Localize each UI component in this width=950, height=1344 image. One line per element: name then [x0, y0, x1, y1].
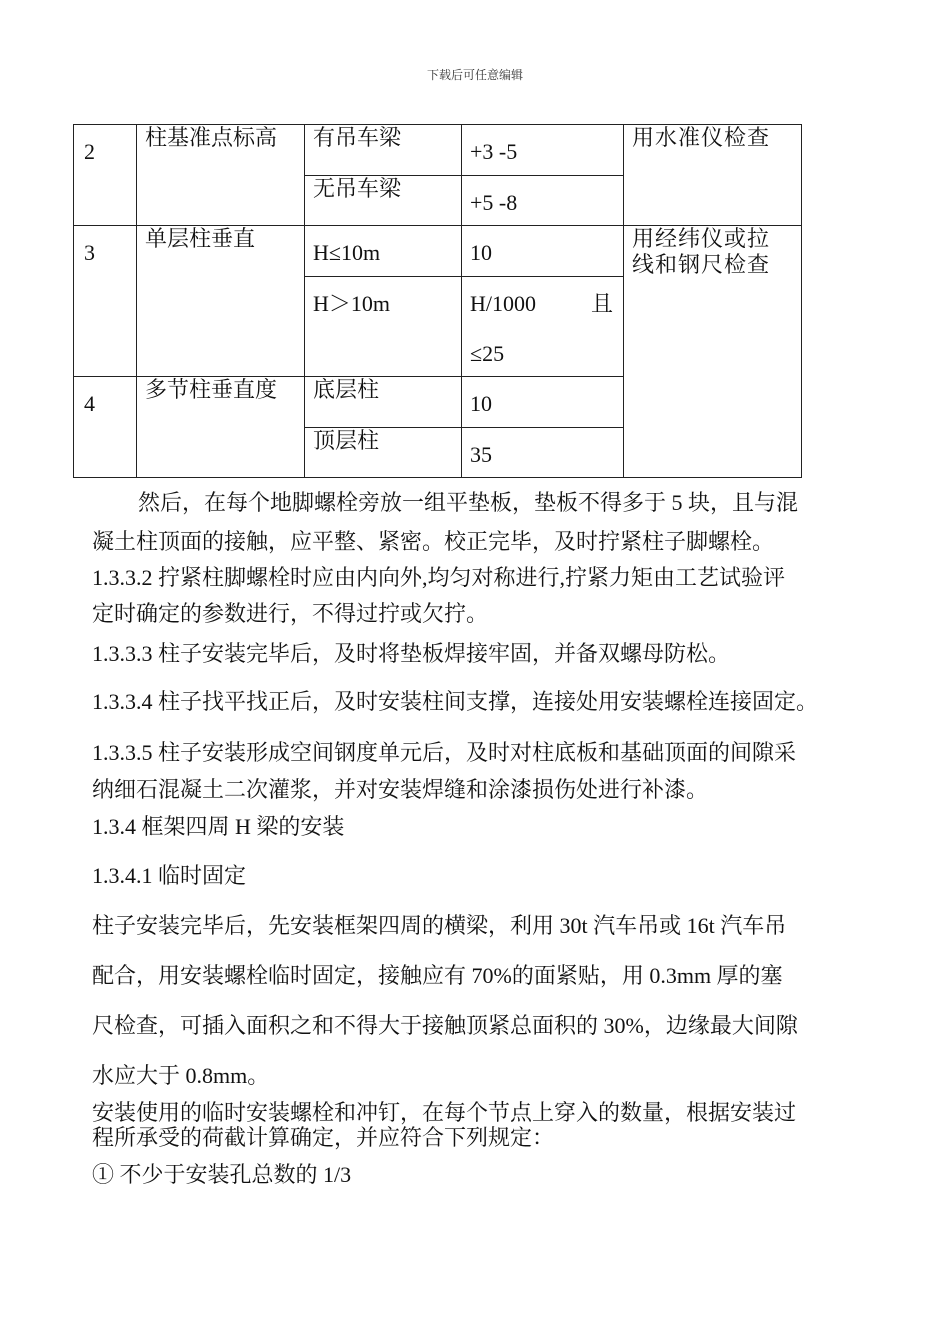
condition-cell: 有吊车梁	[305, 125, 462, 176]
table-row	[74, 125, 802, 176]
paragraph-line: 柱子安装完毕后，先安装框架四周的横梁，利用 30t 汽车吊或 16t 汽车吊	[92, 913, 787, 938]
tolerance-table	[73, 124, 802, 478]
table-row	[74, 226, 802, 277]
section-heading: 1.3.4 框架四周 H 梁的安装	[92, 814, 345, 839]
check-method-line: 用经纬仪或拉	[632, 226, 771, 251]
condition-cell: 底层柱	[305, 377, 462, 428]
paragraph-line: 1.3.3.4 柱子找平找正后，及时安装柱间支撑，连接处用安装螺栓连接固定。	[92, 689, 819, 714]
check-item: 单层柱垂直	[137, 226, 305, 377]
check-item: 多节柱垂直度	[137, 377, 305, 478]
check-item: 柱基准点标高	[137, 125, 305, 226]
paragraph-line: 1.3.3.2 拧紧柱脚螺栓时应由内向外,均匀对称进行,拧紧力矩由工艺试验评	[92, 565, 786, 590]
tolerance-value	[462, 277, 624, 377]
paragraph-line: 凝土柱顶面的接触，应平整、紧密。校正完毕，及时拧紧柱子脚螺栓。	[92, 529, 775, 554]
paragraph-line: 尺检查，可插入面积之和不得大于接触顶紧总面积的 30%，边缘最大间隙	[92, 1013, 798, 1038]
row-number: 4	[74, 377, 137, 478]
row-number: 3	[74, 226, 137, 377]
check-method: 用水准仪检查	[624, 125, 802, 226]
condition-cell: 顶层柱	[305, 428, 462, 478]
page-header: 下载后可任意编辑	[426, 68, 523, 82]
condition-cell: H＞10m	[305, 277, 462, 377]
paragraph-line: 定时确定的参数进行，不得过拧或欠拧。	[92, 601, 489, 626]
tolerance-value: +5 -8	[462, 176, 624, 226]
paragraph-line: 1.3.3.5 柱子安装形成空间钢度单元后，及时对柱底板和基础顶面的间隙采	[92, 740, 797, 765]
check-method	[624, 226, 802, 478]
tolerance-value: 10	[462, 226, 624, 277]
tolerance-value: +3 -5	[462, 125, 624, 176]
tolerance-value-part: H/1000	[470, 291, 536, 316]
paragraph-line: 程所承受的荷截计算确定，并应符合下列规定：	[92, 1125, 555, 1150]
check-method-line: 线和钢尺检查	[632, 252, 771, 277]
section-heading: 1.3.4.1 临时固定	[92, 863, 247, 888]
condition-cell: 无吊车梁	[305, 176, 462, 226]
paragraph-line: 配合，用安装螺栓临时固定，接触应有 70%的面紧贴，用 0.3mm 厚的塞	[92, 963, 783, 988]
tolerance-value-part: 且	[590, 291, 613, 316]
list-item: ① 不少于安装孔总数的 1/3	[92, 1162, 352, 1187]
tolerance-value: 35	[462, 428, 624, 478]
row-number: 2	[74, 125, 137, 226]
paragraph-line: 然后，在每个地脚螺栓旁放一组平垫板，垫板不得多于 5 块，且与混	[138, 490, 799, 515]
paragraph-line: 安装使用的临时安装螺栓和冲钉，在每个节点上穿入的数量，根据安装过	[92, 1100, 797, 1125]
tolerance-value-part: ≤25	[470, 341, 505, 366]
tolerance-value: 10	[462, 377, 624, 428]
condition-cell: H≤10m	[305, 226, 462, 277]
paragraph-line: 水应大于 0.8mm。	[92, 1063, 270, 1088]
paragraph-line: 1.3.3.3 柱子安装完毕后，及时将垫板焊接牢固，并备双螺母防松。	[92, 641, 731, 666]
paragraph-line: 纳细石混凝土二次灌浆，并对安装焊缝和涂漆损伤处进行补漆。	[92, 777, 709, 802]
